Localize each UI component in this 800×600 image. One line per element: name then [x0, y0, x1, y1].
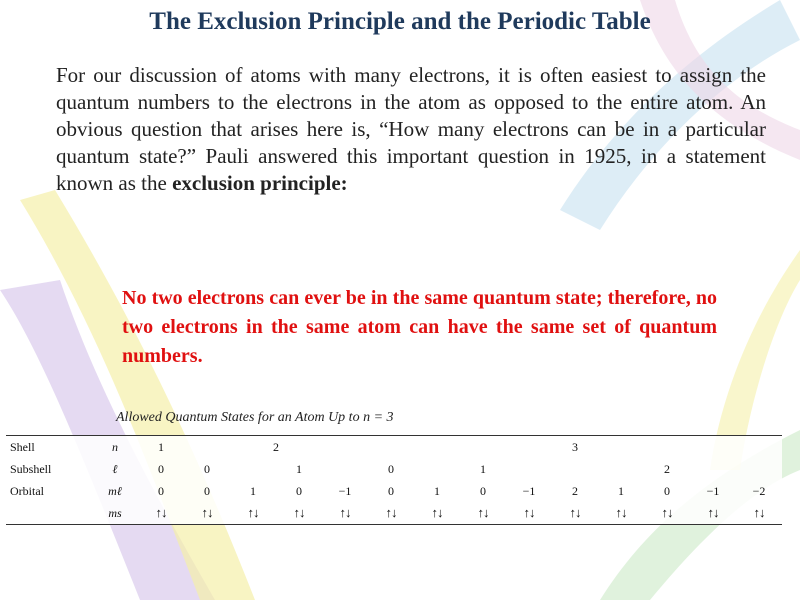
- row-label-subshell: Subshell: [10, 461, 52, 476]
- ml-cell: 0: [296, 483, 302, 498]
- spin-arrows-icon: ↑↓: [184, 502, 230, 525]
- ml-cell: 1: [434, 483, 440, 498]
- shell-3: 3: [368, 436, 782, 459]
- ml-cell: −2: [752, 483, 766, 498]
- exclusion-principle-statement: No two electrons can ever be in the same quantum state; therefore, no two electrons in the same atom can have the same set of quantum numbers.: [122, 287, 717, 367]
- ml-cell: 0: [388, 483, 394, 498]
- spin-arrows-icon: ↑↓: [644, 502, 690, 525]
- spin-arrows-icon: ↑↓: [138, 502, 184, 525]
- subshell-3p: 1: [480, 461, 486, 476]
- symbol-ml: mℓ: [108, 483, 122, 498]
- ml-cell: 0: [158, 483, 164, 498]
- spin-arrows-icon: ↑↓: [690, 502, 736, 525]
- row-label-orbital: Orbital: [10, 483, 44, 498]
- subshell-3d: 2: [664, 461, 671, 476]
- ml-cell: 0: [664, 483, 670, 498]
- table-row: [6, 480, 782, 502]
- exclusion-principle-term: exclusion principle:: [172, 171, 348, 195]
- subshell-3s: 0: [388, 461, 394, 476]
- row-label-spin: [6, 502, 92, 525]
- subshell-1s: 0: [158, 461, 164, 476]
- table-row: [6, 436, 782, 459]
- table-row: [6, 458, 782, 480]
- slide-title: The Exclusion Principle and the Periodic Table: [149, 8, 651, 35]
- ml-cell: −1: [706, 483, 720, 498]
- ml-cell: 2: [572, 483, 578, 498]
- spin-arrows-icon: ↑↓: [736, 502, 782, 525]
- quantum-states-table: [6, 435, 782, 525]
- spin-arrows-icon: ↑↓: [460, 502, 506, 525]
- spin-arrows-icon: ↑↓: [552, 502, 598, 525]
- spin-arrows-icon: ↑↓: [506, 502, 552, 525]
- row-label-shell: Shell: [6, 436, 92, 459]
- spin-arrows-icon: ↑↓: [598, 502, 644, 525]
- ml-cell: 0: [480, 483, 486, 498]
- intro-text: For our discussion of atoms with many electrons, it is often easiest to assign the quantum numbers to the electrons in the atom as opposed to the entire atom. An obvious question that arises here is, “How many electrons can be in a particular quantum state?” Pauli answered this important question in 1925, in a statement known as the: [56, 63, 766, 195]
- ml-cell: −1: [522, 483, 536, 498]
- spin-arrows-icon: ↑↓: [414, 502, 460, 525]
- ml-cell: −1: [338, 483, 352, 498]
- symbol-l: ℓ: [112, 461, 118, 476]
- intro-paragraph: [56, 62, 766, 197]
- shell-2: 2: [184, 436, 368, 459]
- table-caption: Allowed Quantum States for an Atom Up to n = 3: [116, 410, 394, 425]
- ml-cell: 0: [204, 483, 210, 498]
- ml-cell: 1: [618, 483, 624, 498]
- table-row: [6, 502, 782, 525]
- ml-cell: 1: [250, 483, 256, 498]
- spin-arrows-icon: ↑↓: [322, 502, 368, 525]
- symbol-n: n: [92, 436, 138, 459]
- spin-arrows-icon: ↑↓: [230, 502, 276, 525]
- subshell-2p: 1: [296, 461, 302, 476]
- spin-arrows-icon: ↑↓: [276, 502, 322, 525]
- subshell-2s: 0: [204, 461, 210, 476]
- shell-1: 1: [138, 436, 184, 459]
- spin-arrows-icon: ↑↓: [368, 502, 414, 525]
- symbol-ms: ms: [92, 502, 138, 525]
